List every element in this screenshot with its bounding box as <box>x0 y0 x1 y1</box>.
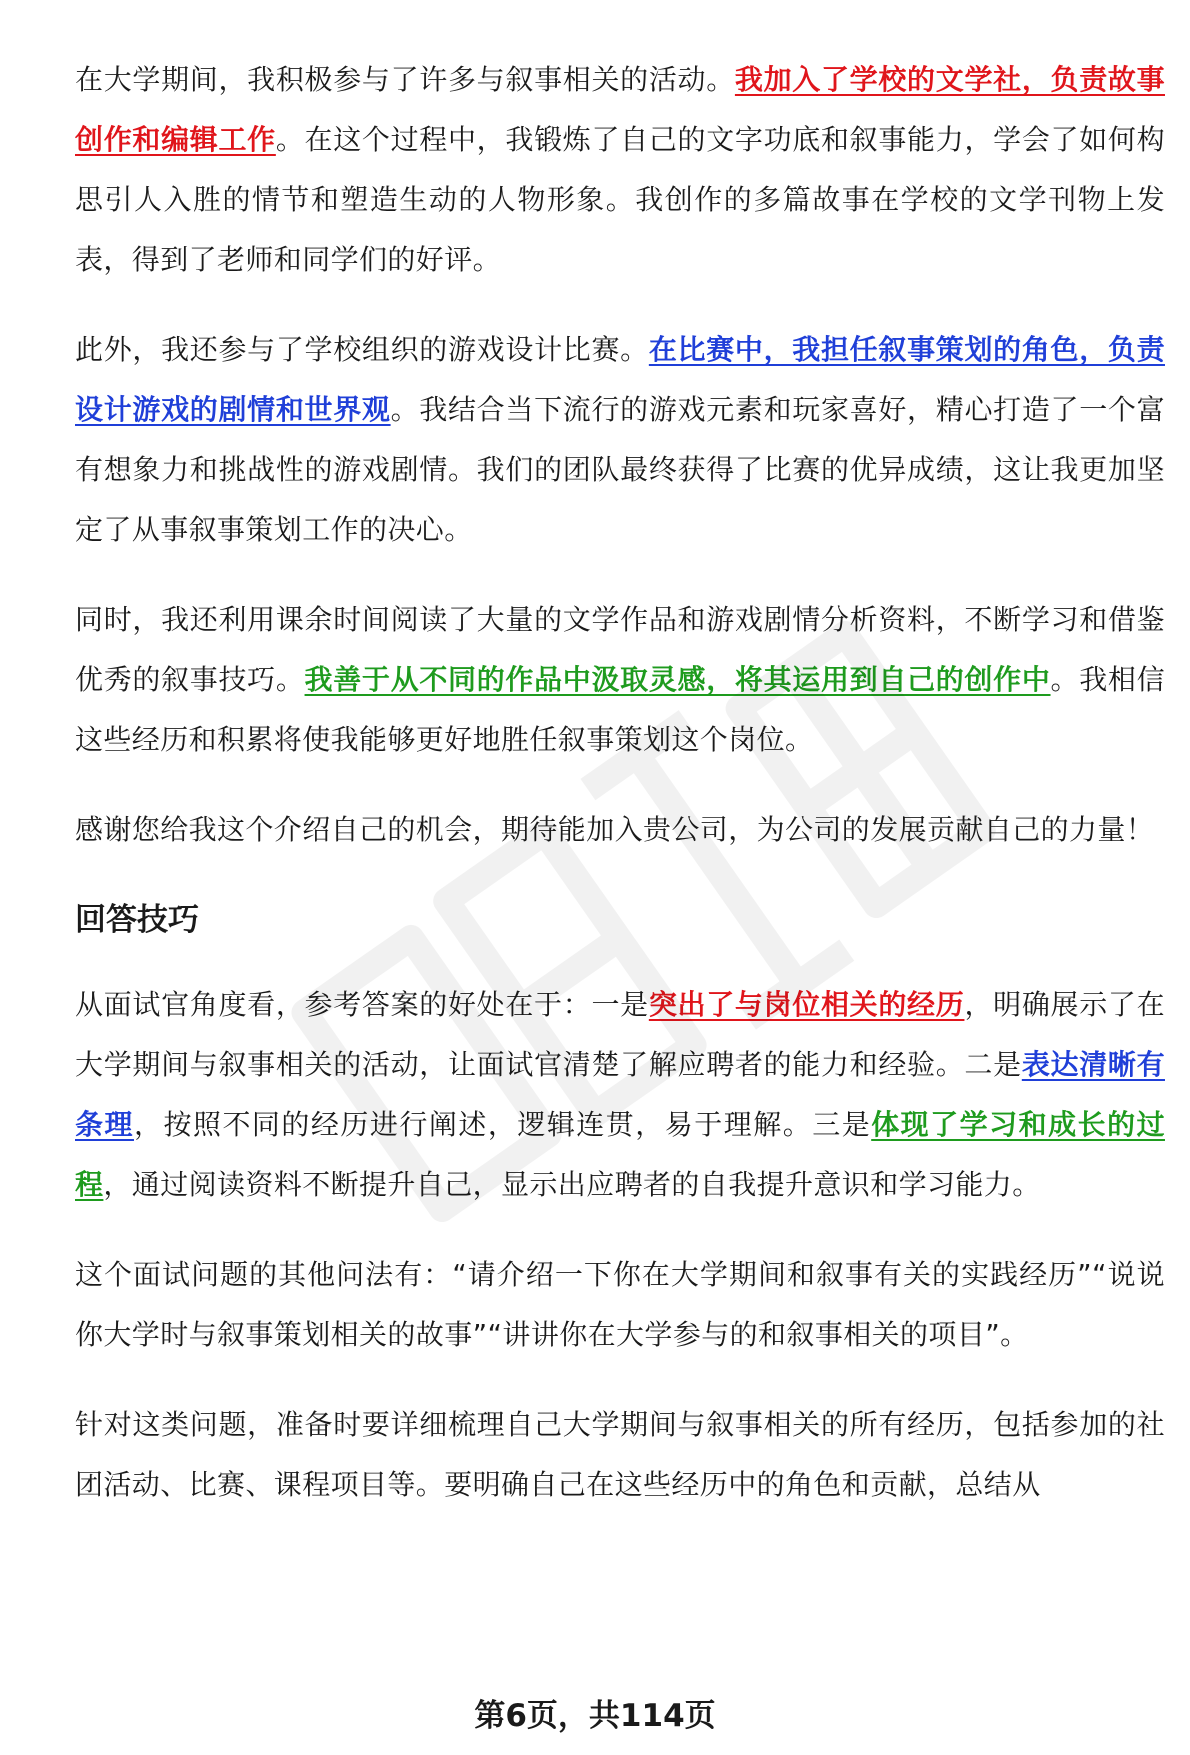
text-run: ，按照不同的经历进行阐述，逻辑连贯，易于理解。三是 <box>133 1108 872 1141</box>
paragraph <box>75 1395 1165 1515</box>
paragraph <box>75 50 1165 290</box>
text-run: ，明确展示了在大学期间与叙事相关的活动，让面试官清楚了解应聘者的能力和经验。二是 <box>75 988 1165 1081</box>
text-run: 这个面试问题的其他问法有：“请介绍一下你在大学期间和叙事有关的实践经历”“说说你大学时与叙事策划相关的故事”“讲讲你在大学参与的和叙事相关的项目”。 <box>75 1258 1165 1351</box>
text-run: ，通过阅读资料不断提升自己，显示出应聘者的自我提升意识和学习能力。 <box>103 1168 1041 1201</box>
text-run: 此外，我还参与了学校组织的游戏设计比赛。 <box>75 333 649 366</box>
text-run: 。我结合当下流行的游戏元素和玩家喜好，精心打造了一个富有想象力和挑战性的游戏剧情。我们的团队最终获得了比赛的优异成绩，这让我更加坚定了从事叙事策划工作的决心。 <box>75 393 1165 546</box>
text-run: 。我相信这些经历和积累将使我能够更好地胜任叙事策划这个岗位。 <box>75 663 1166 756</box>
page-footer: 第6页，共114页 <box>474 1698 716 1734</box>
highlight-blue: 表达清晰有条理 <box>75 1048 1165 1141</box>
text-run: 从面试官角度看，参考答案的好处在于：一是 <box>75 988 649 1021</box>
text-run: 。在这个过程中，我锻炼了自己的文字功底和叙事能力，学会了如何构思引人入胜的情节和塑造生动的人物形象。我创作的多篇故事在学校的文学刊物上发表，得到了老师和同学们的好评。 <box>75 123 1165 276</box>
highlight-red: 我加入了学校的文学社，负责故事创作和编辑工作 <box>75 63 1165 156</box>
text-run: 感谢您给我这个介绍自己的机会，期待能加入贵公司，为公司的发展贡献自己的力量！ <box>75 813 1155 846</box>
paragraph <box>75 975 1165 1215</box>
document-page <box>75 50 1165 1545</box>
highlight-green: 体现了学习和成长的过程 <box>75 1108 1165 1201</box>
highlight-blue: 在比赛中，我担任叙事策划的角色，负责设计游戏的剧情和世界观 <box>75 333 1165 426</box>
paragraph <box>75 590 1165 770</box>
paragraph <box>75 800 1165 860</box>
tips-section <box>75 975 1165 1515</box>
highlight-red: 突出了与岗位相关的经历 <box>648 988 965 1021</box>
text-run: 针对这类问题，准备时要详细梳理自己大学期间与叙事相关的所有经历，包括参加的社团活动、比赛、课程项目等。要明确自己在这些经历中的角色和贡献，总结从 <box>75 1408 1165 1501</box>
paragraph <box>75 320 1165 560</box>
highlight-green: 我善于从不同的作品中汲取灵感，将其运用到自己的创作中 <box>304 663 1051 696</box>
text-run: 同时，我还利用课余时间阅读了大量的文学作品和游戏剧情分析资料，不断学习和借鉴优秀的叙事技巧。 <box>75 603 1165 696</box>
text-run: 在大学期间，我积极参与了许多与叙事相关的活动。 <box>75 63 735 96</box>
paragraph <box>75 1245 1165 1365</box>
answer-section <box>75 50 1165 860</box>
section-heading: 回答技巧 <box>75 902 199 938</box>
